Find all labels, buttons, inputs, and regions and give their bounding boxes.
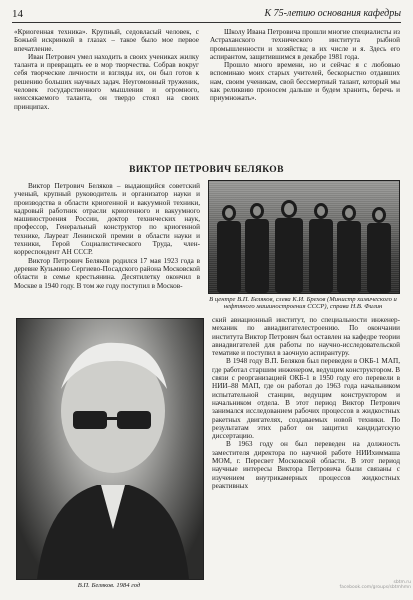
paragraph: Школу Ивана Петровича прошли многие специалисты из Астраханского технического института рыбной промышленности и хозяйства; в их числе и я. Здесь его аспирантом, защитившимся в декабре 1981 года. bbox=[210, 28, 400, 61]
header-rule bbox=[12, 22, 401, 23]
paragraph: Иван Петрович умел находить в своих учениках жилку таланта и превращать ее в мор творчества. Собрав вокруг себя творческие личности и взгляды их, он был готов к решению больших научных задач. Неугомонный труженик, человек государственного мышления и огромного, неиссякаемого таланта, он твердо стоял на своих принципах. bbox=[14, 52, 199, 111]
bio-intro-column bbox=[14, 182, 200, 290]
paragraph: «Криогенная техника». Крупный, седовласый человек, с Божьей искринкой в глазах – такое было мое первое впечатление. bbox=[14, 28, 199, 53]
watermark: sbtm.ru facebook.com/groups/sbtmhmn bbox=[339, 580, 411, 590]
portrait-photo bbox=[16, 318, 204, 580]
paragraph: Виктор Петрович Беляков – выдающийся советский ученый, крупный руководитель и организатор науки и производства в области криогенной и вакуумной техники, кадровый работник отрасли криогенного и вакуумного машиностроения России, доктор технических наук, профессор, Генеральный конструктор по криогенной технике, Лауреат Ленинской премии в области науки и техники, Герой Социалистического Труда, член-корреспондент АН СССР. bbox=[14, 182, 200, 257]
running-title: К 75-летию основания кафедры bbox=[264, 8, 401, 19]
paragraph: Прошло много времени, но и сейчас я с любовью вспоминаю моих старых учителей, бескорыстно отдавших нам, своим ученикам, свой бессмертный талант, который мы как реликвию проносем дальше и будем хранить, беречь и приумножать». bbox=[210, 61, 400, 103]
top-left-column bbox=[14, 28, 199, 111]
paragraph: ский авиационный институт, по специальности инженер-механик по авиадвигателестроению. По окончании института Виктор Петрович был оставлен на кафедре теории авиадвигателей для работы по научно-исследовательской тематике и поступил в заочную аспирантуру. bbox=[212, 316, 400, 358]
top-right-column bbox=[210, 28, 400, 103]
group-photo-figures bbox=[209, 181, 399, 293]
group-photo bbox=[208, 180, 400, 294]
paragraph: Виктор Петрович Беляков родился 17 мая 1923 года в деревне Кузьмино Сергиево-Посадского района Московской области в семье крестьянина. Десятилетку окончил в Москве в 1940 году. В том же году поступил в Москов- bbox=[14, 256, 200, 290]
group-photo-caption: В центре В.П. Беляков, слева К.И. Брехов (Министр химического и нефтяного машиностроения СССР), справа Н.В. Филин bbox=[209, 296, 397, 311]
section-title: ВИКТОР ПЕТРОВИЧ БЕЛЯКОВ bbox=[129, 165, 284, 175]
portrait-caption: В.П. Беляков. 1984 год bbox=[77, 582, 141, 589]
portrait-figure bbox=[17, 319, 203, 579]
page-number: 14 bbox=[12, 8, 23, 20]
paragraph: В 1948 году В.П. Беляков был переведен в ОКБ-1 МАП, где работал старшим инженером, ведущим конструктором. В связи с реорганизацией ОКБ-1 в 1950 году его перевели в НИИ–88 МАП, где он работал до 1963 года начальником испытательной станции, ведущим конструктором и начальником отдела. В этот период Виктор Петрович занимался исследованием рабочих процессов в жидкостных ракетных двигателях, создаваемых новой техники. По результатам этих работ он защитил кандидатскую диссертацию. bbox=[212, 357, 400, 441]
career-column bbox=[212, 316, 400, 490]
paragraph: В 1963 году он был переведен на должность заместителя директора по научной работе НИИхиммаша МОМ, г. Пересвет Московской области. В этот период научные интересы Виктора Петровича были связаны с изучением внутрикамерных процессов жидкостных реактивных bbox=[212, 440, 400, 490]
